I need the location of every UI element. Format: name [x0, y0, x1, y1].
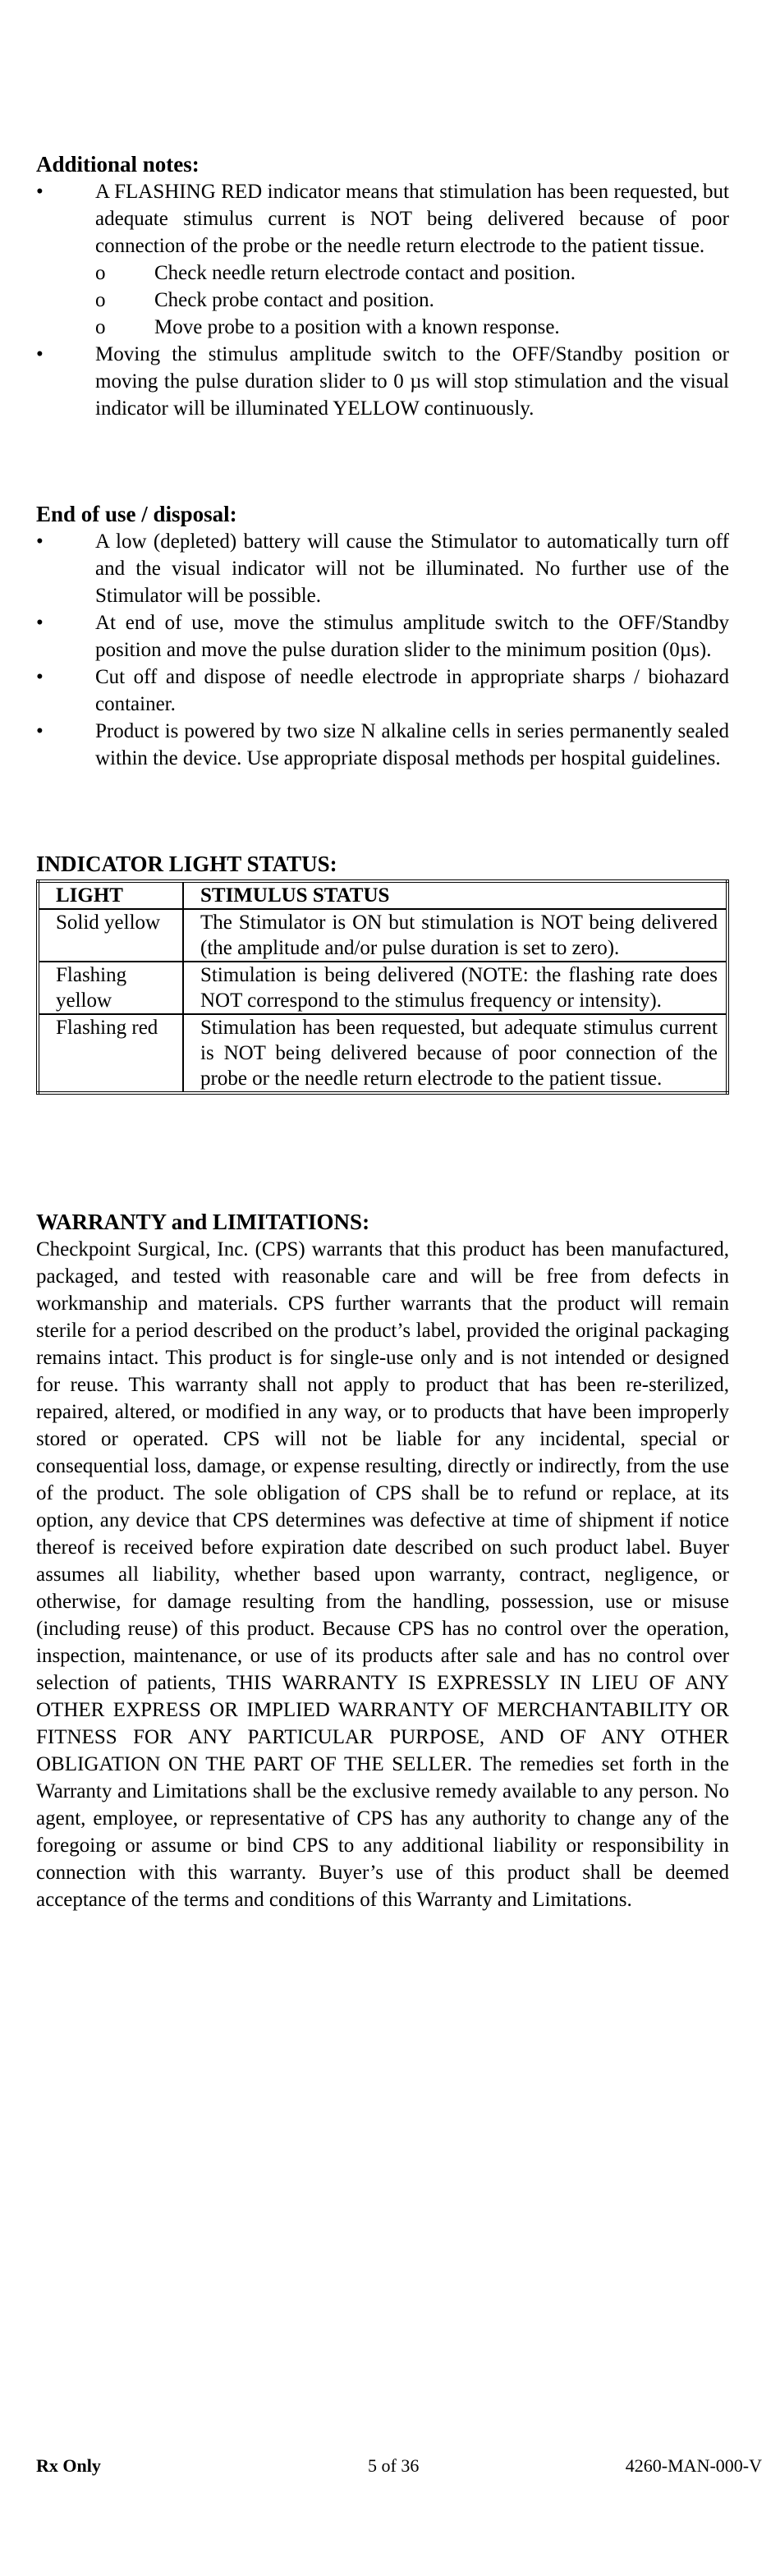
sub-item-text: Move probe to a position with a known response. — [154, 316, 560, 338]
item-text: Cut off and dispose of needle electrode in appropriate sharps / biohazard container. — [95, 666, 729, 715]
additional-notes-heading: Additional notes: — [36, 152, 200, 177]
status-cell: The Stimulator is ON but stimulation is NOT being delivered (the amplitude and/or pulse duration is set to zero). — [183, 909, 727, 962]
sub-item-text: Check probe contact and position. — [154, 289, 434, 311]
col-header-light: LIGHT — [38, 881, 183, 909]
bullet-icon: • — [36, 666, 44, 688]
light-cell: Solid yellow — [38, 909, 183, 962]
sub-list — [95, 259, 729, 341]
sub-list-item — [95, 314, 729, 341]
sub-list-item — [95, 287, 729, 314]
item-text: At end of use, move the stimulus amplitude switch to the OFF/Standby position and move the pulse duration slider to the minimum position (0µs). — [95, 612, 729, 661]
indicator-section — [36, 851, 729, 1095]
col-header-status: STIMULUS STATUS — [183, 881, 727, 909]
bullet-icon: • — [36, 612, 44, 634]
note-text: A FLASHING RED indicator means that stimulation has been requested, but adequate stimulus current is NOT being delivered because of poor connection of the probe or the needle return electrode to the patient tissue. — [95, 181, 729, 257]
sub-list-item — [95, 259, 729, 287]
status-cell: Stimulation is being delivered (NOTE: the flashing rate does NOT correspond to the stimulus frequency or intensity). — [183, 962, 727, 1014]
circle-bullet-icon: o — [95, 289, 106, 311]
table-row — [38, 909, 727, 962]
list-item — [36, 528, 729, 609]
item-text: A low (depleted) battery will cause the Stimulator to automatically turn off and the visual indicator will not be illuminated. No further use of the Stimulator will be possible. — [95, 530, 729, 607]
indicator-table — [36, 879, 729, 1095]
table-header-row — [38, 881, 727, 909]
sub-item-text: Check needle return electrode contact and position. — [154, 262, 576, 284]
footer-page-number: 5 of 36 — [368, 2455, 420, 2476]
end-of-use-list — [36, 528, 729, 772]
warranty-text: Checkpoint Surgical, Inc. (CPS) warrants that this product has been manufactured, packaged, and tested with reasonable care and will be free from defects in workmanship and materials. CPS further warrants that the product will remain sterile for a period described on the product’s label, provided the original packaging remains intact. This product is for single-use only and is not intended or designed for reuse. This warranty shall not apply to product that has been re-sterilized, repaired, altered, or modified in any way, or to products that have been improperly stored or operated. CPS will not be liable for any incidental, special or consequential loss, damage, or expense resulting, directly or indirectly, from the use of the product. The sole obligation of CPS shall be to refund or replace, at its option, any device that CPS determines was defective at time of shipment if notice thereof is received before expiration date described on such product label. Buyer assumes all liability, whether based upon warranty, contract, negligence, or otherwise, for damage resulting from the handling, possession, use or misuse (including reuse) of this product. Because CPS has no control over the operation, inspection, maintenance, or use of its products after sale and has no control over selection of patients, THIS WARRANTY IS EXPRESSLY IN LIEU OF ANY OTHER EXPRESS OR IMPLIED WARRANTY OF MERCHANTABILITY OR FITNESS FOR ANY PARTICULAR PURPOSE, AND OF ANY OTHER OBLIGATION ON THE PART OF THE SELLER. The remedies set forth in the Warranty and Limitations shall be the exclusive remedy available to any person. No agent, employee, or representative of CPS has any authority to change any of the foregoing or assume or bind CPS to any additional liability or responsibility in connection with this warranty. Buyer’s use of this product shall be deemed acceptance of the terms and conditions of this Warranty and Limitations. — [36, 1238, 729, 1911]
bullet-icon: • — [36, 530, 44, 553]
note-text: Moving the stimulus amplitude switch to the OFF/Standby position or moving the pulse duration slider to 0 µs will stop stimulation and the visual indicator will be illuminated YELLOW continuously. — [95, 343, 729, 420]
list-item — [36, 178, 729, 341]
list-item — [36, 341, 729, 422]
list-item — [36, 664, 729, 718]
end-of-use-heading: End of use / disposal: — [36, 502, 237, 526]
page-footer — [36, 2452, 762, 2479]
bullet-icon: • — [36, 720, 44, 742]
end-of-use-section — [36, 501, 729, 772]
footer-doc-number: 4260-MAN-000-V — [625, 2455, 762, 2476]
table-row — [38, 1014, 727, 1093]
bullet-icon: • — [36, 181, 44, 203]
circle-bullet-icon: o — [95, 262, 106, 284]
table-row — [38, 962, 727, 1014]
list-item — [36, 609, 729, 664]
light-cell: Flashing red — [38, 1014, 183, 1093]
footer-rx-only: Rx Only — [36, 2455, 101, 2476]
indicator-heading: INDICATOR LIGHT STATUS: — [36, 852, 337, 876]
item-text: Product is powered by two size N alkaline cells in series permanently sealed within the device. Use appropriate disposal methods per hospital guidelines. — [95, 720, 729, 769]
warranty-heading: WARRANTY and LIMITATIONS: — [36, 1210, 370, 1234]
list-item — [36, 718, 729, 772]
additional-notes-section — [36, 151, 729, 422]
bullet-icon: • — [36, 343, 44, 365]
status-cell: Stimulation has been requested, but adequate stimulus current is NOT being delivered because of poor connection of the probe or the needle return electrode to the patient tissue. — [183, 1014, 727, 1093]
warranty-section — [36, 1209, 729, 1913]
additional-notes-list — [36, 178, 729, 422]
circle-bullet-icon: o — [95, 316, 106, 338]
light-cell: Flashing yellow — [38, 962, 183, 1014]
